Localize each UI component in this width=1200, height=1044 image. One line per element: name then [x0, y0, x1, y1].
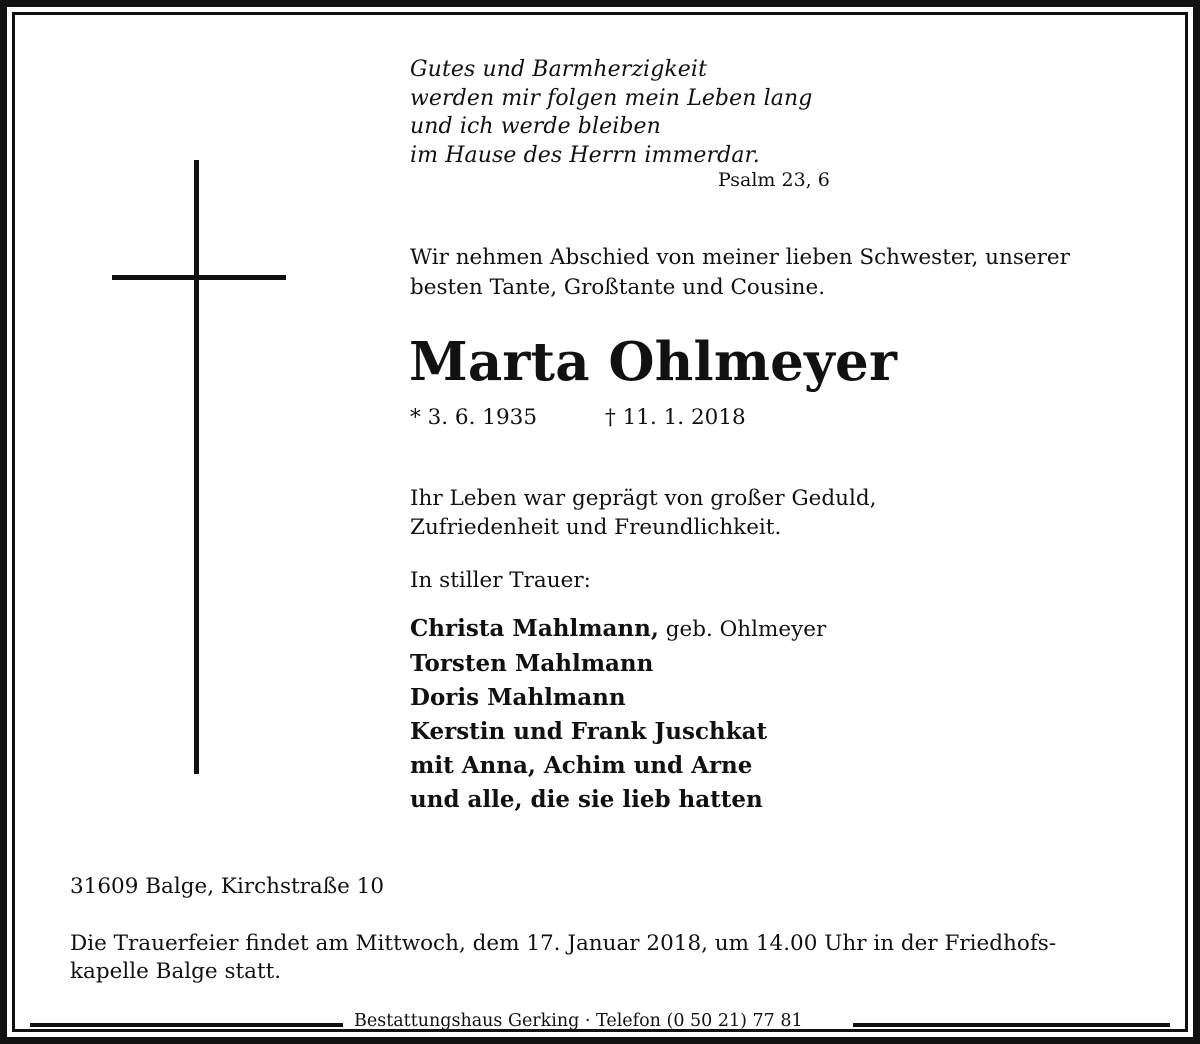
intro-line: Wir nehmen Abschied von meiner lieben Schwester, unserer: [410, 245, 1070, 270]
tribute-line: Ihr Leben war geprägt von großer Geduld,: [410, 486, 877, 511]
deceased-name: Marta Ohlmeyer: [409, 331, 898, 393]
mourner-entry: [410, 715, 826, 749]
psalm-line: Gutes und Barmherzigkeit: [410, 57, 708, 82]
farewell-intro: [410, 243, 1070, 303]
ceremony-line: Die Trauerfeier findet am Mittwoch, dem 17. Januar 2018, um 14.00 Uhr in der Friedhofs-: [70, 931, 1057, 956]
mourning-label: In stiller Trauer:: [410, 568, 591, 593]
birth-date: * 3. 6. 1935: [410, 405, 537, 430]
intro-line: besten Tante, Großtante und Cousine.: [410, 275, 826, 300]
cross-icon-horizontal-bar: [112, 275, 286, 280]
mourner-name: und alle, die sie lieb hatten: [410, 786, 763, 813]
ceremony-line: kapelle Balge statt.: [70, 959, 282, 984]
psalm-reference: Psalm 23, 6: [718, 169, 830, 191]
ceremony-notice: [70, 930, 1140, 986]
mourner-name: Torsten Mahlmann: [410, 650, 654, 677]
tribute-text: [410, 484, 876, 542]
mourner-name: mit Anna, Achim und Arne: [410, 752, 753, 779]
address: 31609 Balge, Kirchstraße 10: [70, 874, 385, 899]
psalm-line: im Hause des Herrn immerdar.: [410, 142, 760, 168]
mourner-name: Doris Mahlmann: [410, 684, 626, 711]
mourner-name: Kerstin und Frank Juschkat: [410, 718, 768, 745]
mourner-entry: [410, 681, 826, 715]
tribute-line: Zufriedenheit und Freundlichkeit.: [410, 515, 782, 540]
mourner-entry: [410, 647, 826, 681]
mourner-name: Christa Mahlmann,: [410, 615, 659, 642]
mourner-entry: [410, 612, 826, 647]
psalm-line: werden mir folgen mein Leben lang: [410, 85, 813, 111]
cross-icon-vertical-bar: [194, 160, 199, 774]
death-date: † 11. 1. 2018: [605, 405, 746, 430]
funeral-home-footer: Bestattungshaus Gerking · Telefon (0 50 21) 77 81: [354, 1011, 803, 1031]
mourner-entry: [410, 749, 826, 783]
psalm-line: und ich werde bleiben: [410, 114, 661, 139]
mourner-note: geb. Ohlmeyer: [658, 617, 827, 642]
psalm-verse: [410, 56, 812, 170]
mourners-list: [410, 612, 826, 817]
mourner-entry: [410, 783, 826, 817]
footer-rule-left: [30, 1023, 343, 1027]
footer-rule-right: [853, 1023, 1170, 1027]
